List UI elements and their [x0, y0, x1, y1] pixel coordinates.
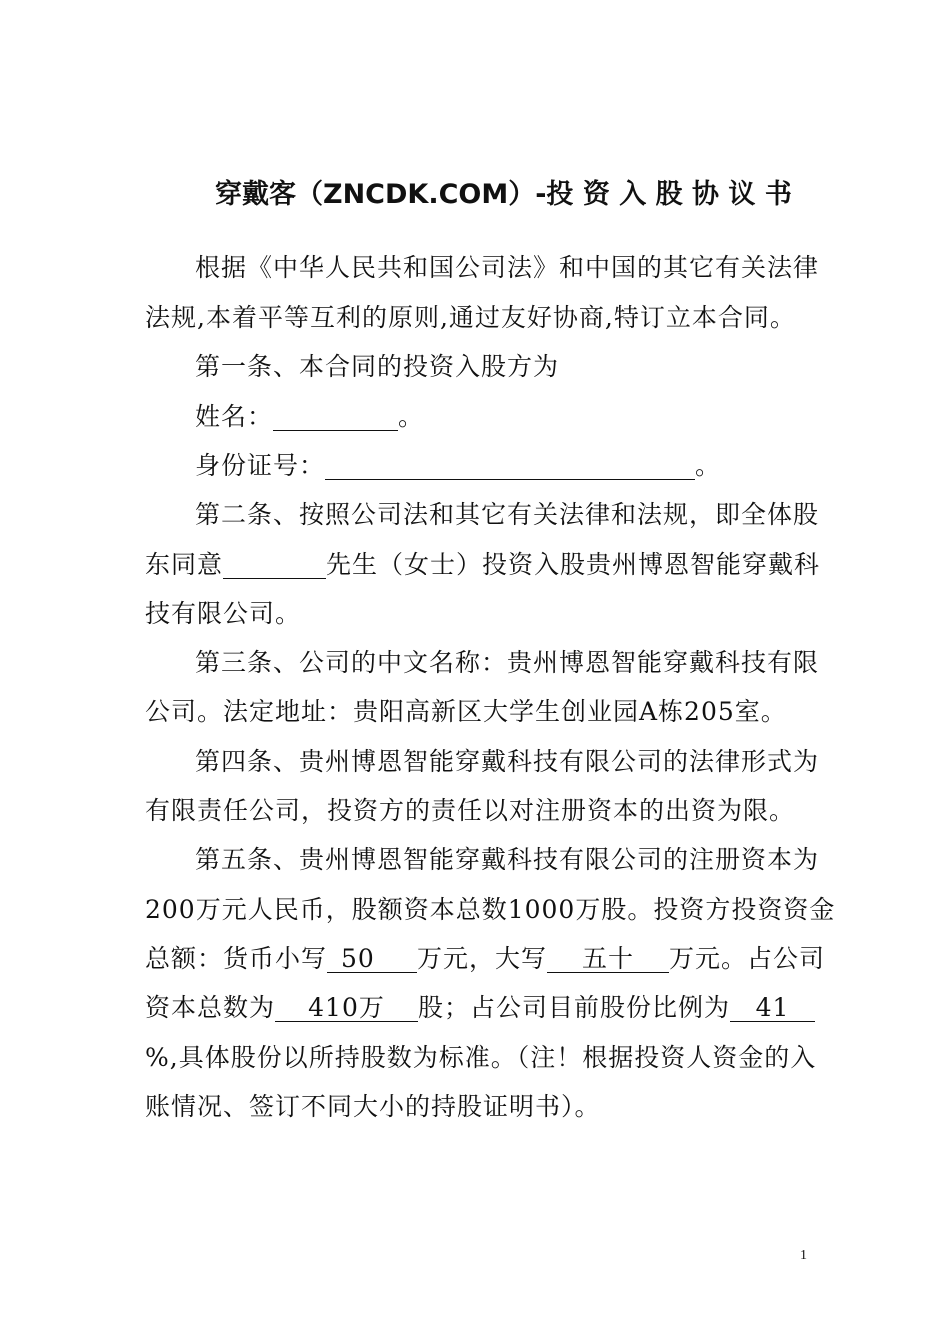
- article-5-line-3: [145, 944, 825, 974]
- article-5-line-3-b: 万元，大写: [417, 944, 548, 973]
- id-end: 。: [695, 451, 722, 480]
- article-2-line-2-a: 东同意: [145, 550, 224, 579]
- name-line: [195, 402, 424, 432]
- article-5-line-4-b: 股；占公司目前股份比例为: [418, 993, 731, 1022]
- name-end: 。: [398, 402, 425, 431]
- id-label: 身份证号：: [195, 451, 326, 480]
- article-5-line-6: 账情况、签订不同大小的持股证明书）。: [145, 1092, 601, 1121]
- article-2-line-3: 技有限公司。: [145, 599, 302, 628]
- intro-line-1: 根据《中华人民共和国公司法》和中国的其它有关法律: [195, 253, 820, 282]
- article-3-line-1: 第三条、公司的中文名称：贵州博恩智能穿戴科技有限: [195, 648, 820, 677]
- id-blank: [325, 453, 695, 480]
- document-title: 穿戴客（ZNCDK.COM）-投 资 入 股 协 议 书: [215, 179, 792, 210]
- name-blank: [273, 404, 398, 431]
- article-4-line-1: 第四条、贵州博恩智能穿戴科技有限公司的法律形式为: [195, 747, 820, 776]
- article-5-line-5: %,具体股份以所持股数为标准。（注！根据投资人资金的入: [145, 1043, 817, 1072]
- shareholder-name-blank: [223, 552, 326, 579]
- shares-field: 410万: [275, 995, 418, 1022]
- name-label: 姓名：: [195, 402, 274, 431]
- article-1: 第一条、本合同的投资入股方为: [195, 352, 560, 381]
- article-5-line-2: 200万元人民币，股额资本总数1000万股。投资方投资资金: [145, 895, 836, 924]
- intro-line-2: 法规,本着平等互利的原则,通过友好协商,特订立本合同。: [145, 303, 796, 332]
- article-4-line-2: 有限责任公司，投资方的责任以对注册资本的出资为限。: [145, 796, 796, 825]
- article-5-line-4: [145, 993, 815, 1023]
- article-5-line-3-c: 万元。占公司: [669, 944, 826, 973]
- article-2-line-2-b: 先生（女士）投资入股贵州博恩智能穿戴科: [326, 550, 821, 579]
- ratio-field: 41: [730, 995, 815, 1022]
- amount-upper-field: 五十: [547, 946, 669, 973]
- article-5-line-1: 第五条、贵州博恩智能穿戴科技有限公司的注册资本为: [195, 845, 820, 874]
- page-number: 1: [800, 1248, 807, 1263]
- article-5-line-3-a: 总额：货币小写: [145, 944, 328, 973]
- article-5-line-4-a: 资本总数为: [145, 993, 276, 1022]
- amount-lower-field: 50: [327, 946, 417, 973]
- article-3-line-2: 公司。法定地址：贵阳高新区大学生创业园A栋205室。: [145, 697, 787, 726]
- article-2-line-1: 第二条、按照公司法和其它有关法律和法规，即全体股: [195, 500, 820, 529]
- article-2-line-2: [145, 550, 820, 580]
- id-line: [195, 451, 721, 481]
